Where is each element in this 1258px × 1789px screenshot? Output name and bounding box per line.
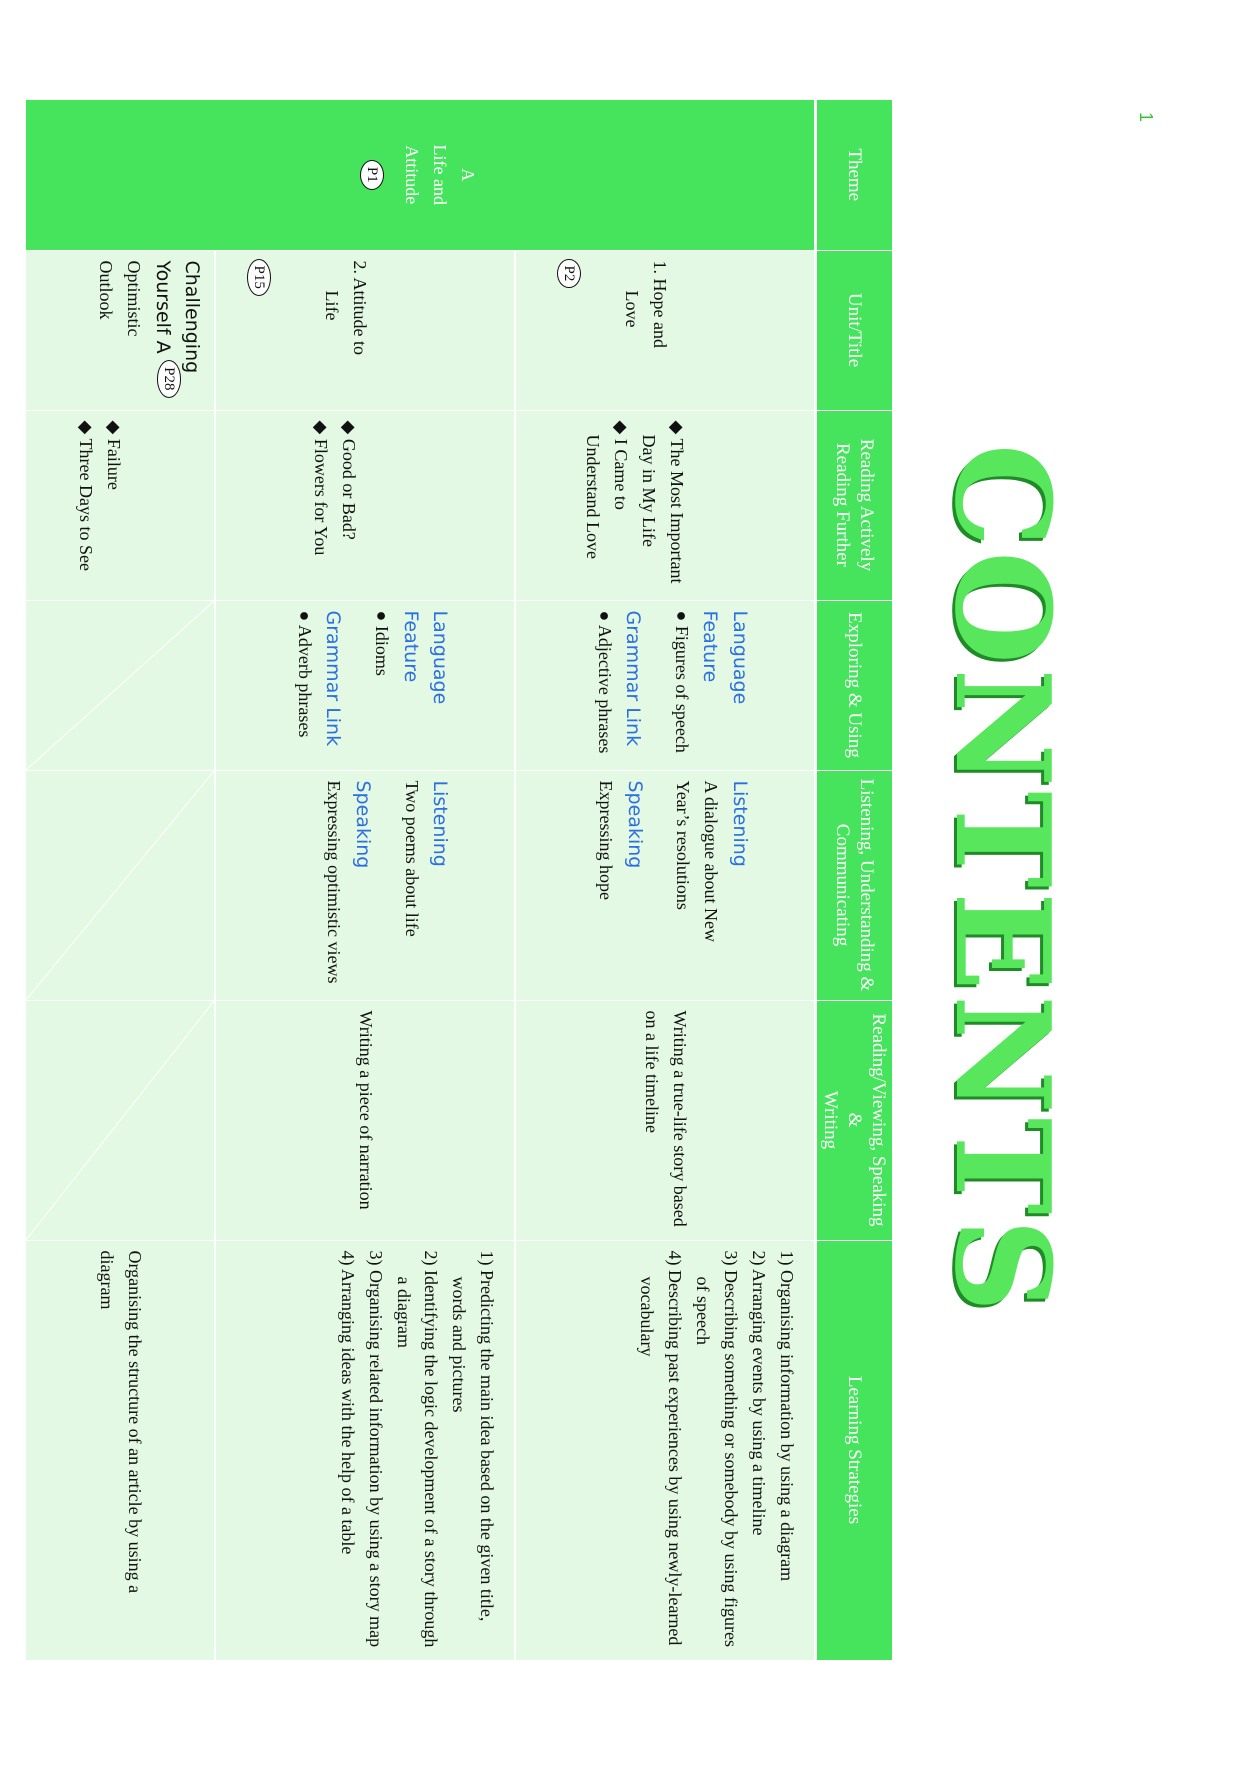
reading-item-text: Good or Bad? bbox=[339, 438, 360, 540]
reading-item-text: Failure bbox=[104, 438, 125, 490]
speaking-label: Speaking bbox=[351, 780, 374, 869]
exploring-item-text: Idioms bbox=[372, 625, 393, 676]
listening-cell bbox=[515, 770, 815, 1000]
diagonal-line bbox=[26, 1001, 214, 1240]
exploring-item: ● Idioms bbox=[372, 610, 393, 676]
rvsw-cell bbox=[215, 1000, 515, 1240]
reading-item: ◆ Three Days to See bbox=[76, 420, 97, 571]
header-reading-line1: Reading Actively bbox=[856, 438, 878, 572]
header-row bbox=[815, 100, 892, 1660]
diagonal-line bbox=[26, 601, 214, 770]
header-rvsw-line1: Reading/Viewing, Speaking & bbox=[844, 1013, 889, 1227]
reading-item: ◆ Good or Bad? bbox=[339, 420, 360, 540]
page-title: CONTENTS bbox=[926, 443, 1079, 1317]
strategy-item: 1) Organising information by using a diagram bbox=[776, 1250, 797, 1582]
header-listening-line2: Communicating bbox=[832, 823, 854, 947]
header-listening-line1: Listening, Understanding & bbox=[856, 778, 878, 992]
unit-title-line1: 1. Hope and bbox=[649, 260, 670, 348]
strategy-item: 2) Arranging events by using a timeline bbox=[748, 1250, 769, 1536]
strategies-cell bbox=[25, 1240, 215, 1660]
header-rvsw-line2: Writing bbox=[820, 1090, 842, 1150]
strategy-item: 4) Describing past experiences by using newly-learned vocabulary bbox=[637, 1250, 686, 1646]
exploring-item: ● Adjective phrases bbox=[594, 610, 615, 754]
strategy-item: 2) Identifying the logic development of a story through a diagram bbox=[393, 1250, 442, 1648]
unit-page-badge[interactable]: P2 bbox=[557, 259, 581, 289]
unit-page-badge[interactable]: P28 bbox=[157, 360, 181, 397]
table-row bbox=[215, 100, 515, 1660]
reading-item: ◆ Flowers for You bbox=[311, 420, 332, 556]
grammar-link-label: Grammar Link bbox=[621, 610, 644, 747]
unit-cell bbox=[215, 250, 515, 410]
theme-line1: Life and bbox=[429, 144, 450, 205]
exploring-item-text: Figures of speech bbox=[671, 625, 692, 753]
theme-cell bbox=[25, 100, 815, 250]
language-feature-label: Language Feature bbox=[399, 610, 452, 705]
listening-text: Two poems about life bbox=[401, 780, 422, 937]
grammar-link-label: Grammar Link bbox=[322, 610, 345, 747]
reading-cell bbox=[515, 410, 815, 600]
strategies-cell bbox=[515, 1240, 815, 1660]
page-number: 1 bbox=[1136, 112, 1156, 123]
unit-cell bbox=[515, 250, 815, 410]
strategy-item: 3) Describing something or somebody by using figures of speech bbox=[693, 1250, 741, 1647]
reading-item-text: Three Days to See bbox=[76, 438, 97, 571]
exploring-cell bbox=[515, 600, 815, 770]
rvsw-cell bbox=[515, 1000, 815, 1240]
challenge-label-line1: Challenging bbox=[181, 260, 204, 374]
reading-item-text: Flowers for You bbox=[311, 438, 332, 556]
language-feature-label: Language Feature bbox=[699, 610, 751, 705]
empty-cell-rvsw bbox=[25, 1000, 215, 1240]
listening-label: Listening bbox=[728, 780, 751, 867]
unit-page-badge[interactable]: P15 bbox=[247, 259, 271, 296]
strategy-text: Organising the structure of an article by using a diagram bbox=[97, 1250, 146, 1594]
theme-letter: A bbox=[457, 168, 478, 182]
unit-title-line2: Love bbox=[622, 290, 642, 328]
empty-cell-listening bbox=[25, 770, 215, 1000]
exploring-item: ● Figures of speech bbox=[671, 610, 692, 753]
theme-page-badge[interactable]: P1 bbox=[360, 160, 384, 190]
header-theme: Theme bbox=[815, 100, 892, 250]
unit-title-line2: Outlook bbox=[96, 260, 117, 320]
reading-cell bbox=[215, 410, 515, 600]
header-rvsw bbox=[815, 1000, 892, 1240]
reading-item: ◆ The Most Important Day in My Life bbox=[638, 420, 687, 584]
diagonal-line bbox=[26, 771, 214, 1000]
strategy-item: 1) Predicting the main idea based on the given title, words and pictures bbox=[449, 1250, 498, 1622]
contents-table bbox=[12, 100, 892, 1660]
reading-item: ◆ I Came to Understand Love bbox=[583, 420, 631, 559]
exploring-cell bbox=[215, 600, 515, 770]
table-row bbox=[515, 100, 815, 1660]
header-listening bbox=[815, 770, 892, 1000]
unit-cell bbox=[25, 250, 215, 410]
empty-cell-exploring bbox=[25, 600, 215, 770]
listening-text: A dialogue about New Year’s resolutions bbox=[673, 780, 722, 942]
challenge-label-line2: Yourself A bbox=[151, 260, 174, 354]
header-strategies: Learning Strategies bbox=[815, 1240, 892, 1660]
unit-title-line1: Optimistic bbox=[124, 260, 145, 337]
reading-item-text: The Most Important Day in My Life bbox=[638, 434, 687, 584]
contents-page bbox=[76, 100, 1092, 1660]
header-reading-line2: Reading Further bbox=[832, 442, 854, 567]
exploring-item: ● Adverb phrases bbox=[295, 610, 316, 738]
header-exploring: Exploring & Using bbox=[815, 600, 892, 770]
strategies-cell bbox=[215, 1240, 515, 1660]
reading-item-text: I Came to Understand Love bbox=[583, 434, 631, 559]
rvsw-text: Writing a piece of narration bbox=[356, 1010, 377, 1210]
reading-cell bbox=[25, 410, 215, 600]
exploring-item-text: Adverb phrases bbox=[295, 624, 316, 738]
header-unit: Unit/Title bbox=[815, 250, 892, 410]
unit-title-line2: Life bbox=[322, 290, 343, 321]
strategy-item: 4) Arranging ideas with the help of a table bbox=[337, 1250, 358, 1555]
reading-item: ◆ Failure bbox=[104, 420, 125, 490]
rvsw-text: Writing a true-life story based on a life timeline bbox=[642, 1010, 690, 1227]
strategy-item: 3) Organising related information by using a story map bbox=[365, 1250, 386, 1648]
speaking-text: Expressing optimistic views bbox=[324, 780, 345, 984]
speaking-text: Expressing hope bbox=[596, 780, 617, 900]
header-reading bbox=[815, 410, 892, 600]
exploring-item-text: Adjective phrases bbox=[594, 624, 615, 754]
listening-cell bbox=[215, 770, 515, 1000]
listening-label: Listening bbox=[429, 780, 452, 867]
table-row bbox=[25, 100, 215, 1660]
speaking-label: Speaking bbox=[623, 780, 646, 869]
theme-line2: Attitude bbox=[402, 145, 422, 205]
unit-title-line1: 2. Attitude to bbox=[350, 260, 371, 355]
